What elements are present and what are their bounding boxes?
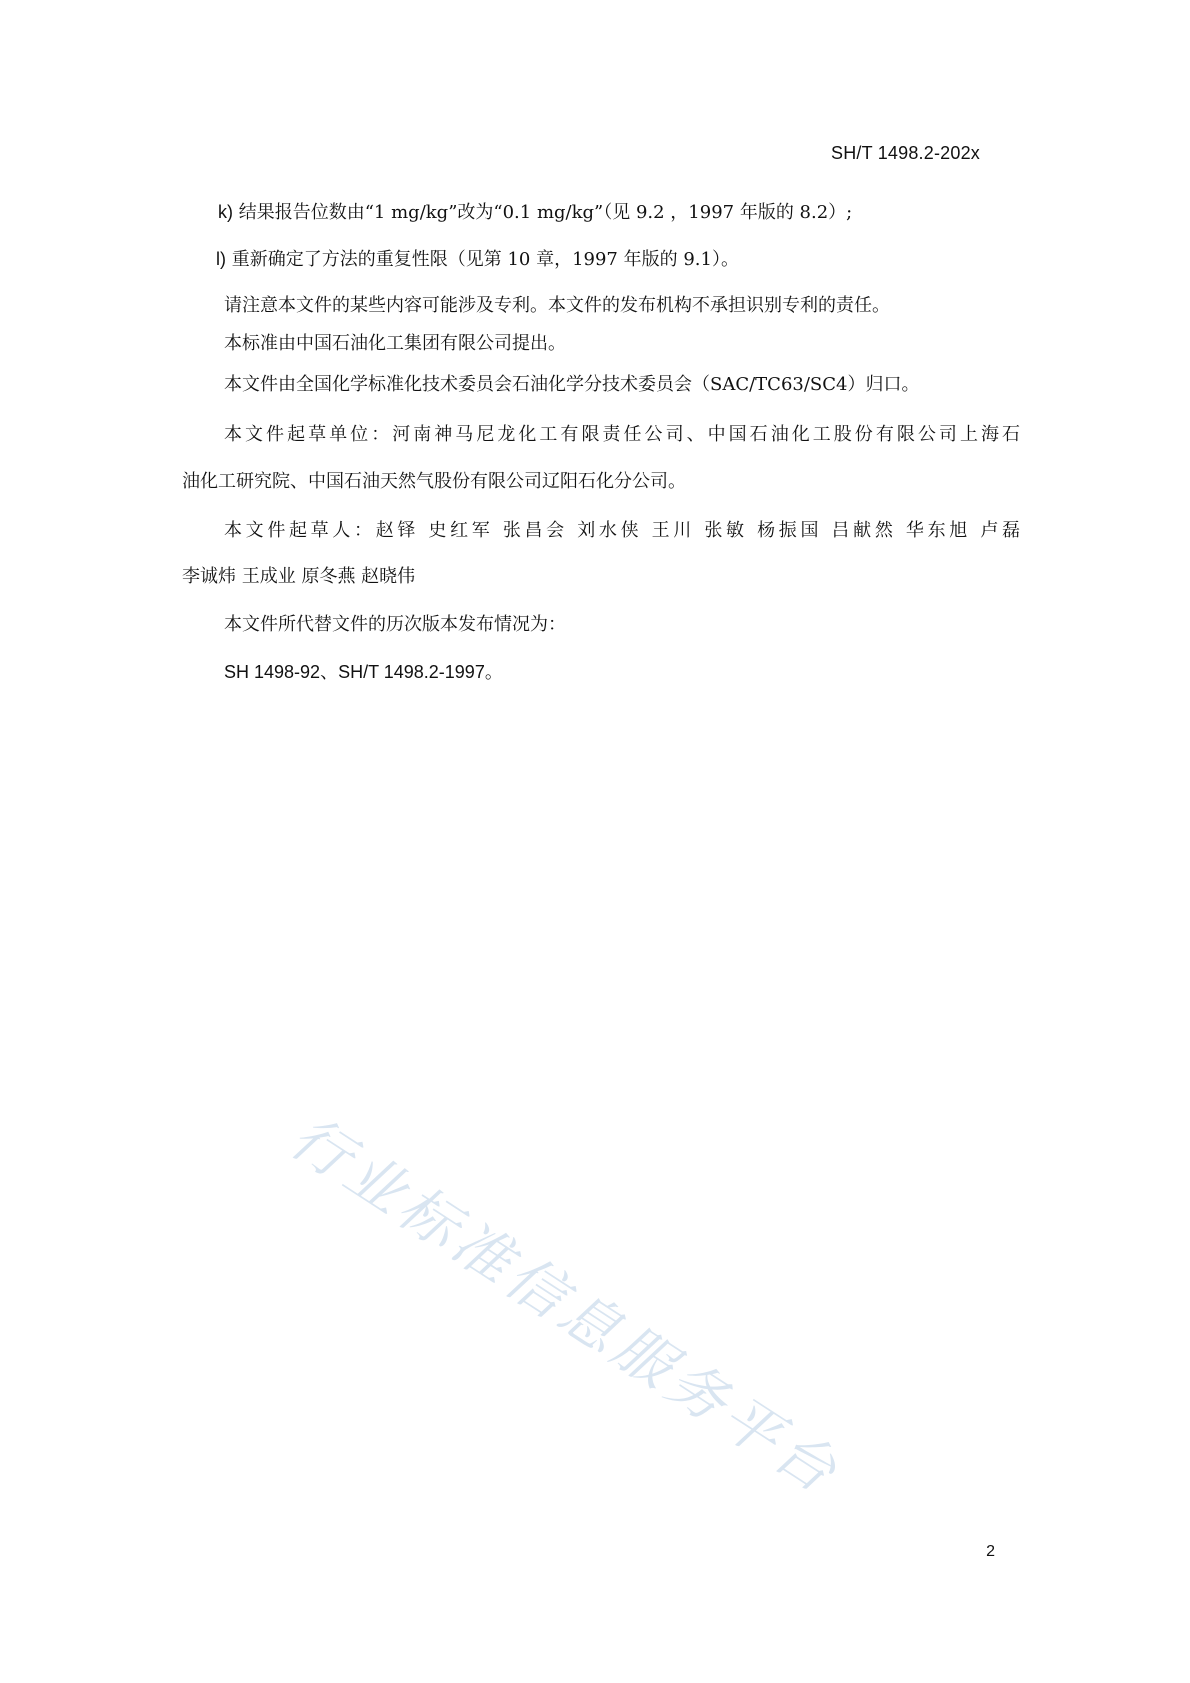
proposed-by-statement: 本标准由中国石油化工集团有限公司提出。 xyxy=(224,333,566,354)
item-l-marker: l) xyxy=(216,249,226,269)
history-intro: 本文件所代替文件的历次版本发布情况为： xyxy=(224,614,566,635)
patent-notice: 请注意本文件的某些内容可能涉及专利。本文件的发布机构不承担识别专利的责任。 xyxy=(224,295,890,316)
change-item-l xyxy=(216,247,739,272)
drafters-line-1: 本文件起草人：赵铎 史红军 张昌会 刘水侠 王川 张敏 杨振国 吕献然 华东旭 卢磊 xyxy=(224,520,1020,541)
history-versions: SH 1498-92、SH/T 1498.2-1997。 xyxy=(224,662,503,682)
item-l-text: 重新确定了方法的重复性限（见第 10 章，1997 年版的 9.1）。 xyxy=(231,249,739,270)
drafting-units-line-2: 油化工研究院、中国石油天然气股份有限公司辽阳石化分公司。 xyxy=(182,471,686,492)
watermark-text: 行业标准信息服务平台 xyxy=(278,1102,853,1509)
item-k-text: 结果报告位数由“1 mg/kg”改为“0.1 mg/kg”（见 9.2 ，1997 年版的 8.2）; xyxy=(238,202,853,223)
drafters-line-2: 李诚炜 王成业 原冬燕 赵晓伟 xyxy=(182,566,416,587)
managed-by-statement: 本文件由全国化学标准化技术委员会石油化学分技术委员会（SAC/TC63/SC4）归口。 xyxy=(224,374,920,395)
item-k-marker: k) xyxy=(218,202,233,222)
page-number: 2 xyxy=(986,1543,995,1560)
change-item-k xyxy=(218,200,852,225)
standard-code-header: SH/T 1498.2-202x xyxy=(831,143,980,163)
drafting-units-line-1: 本文件起草单位：河南神马尼龙化工有限责任公司、中国石油化工股份有限公司上海石 xyxy=(224,424,1020,445)
